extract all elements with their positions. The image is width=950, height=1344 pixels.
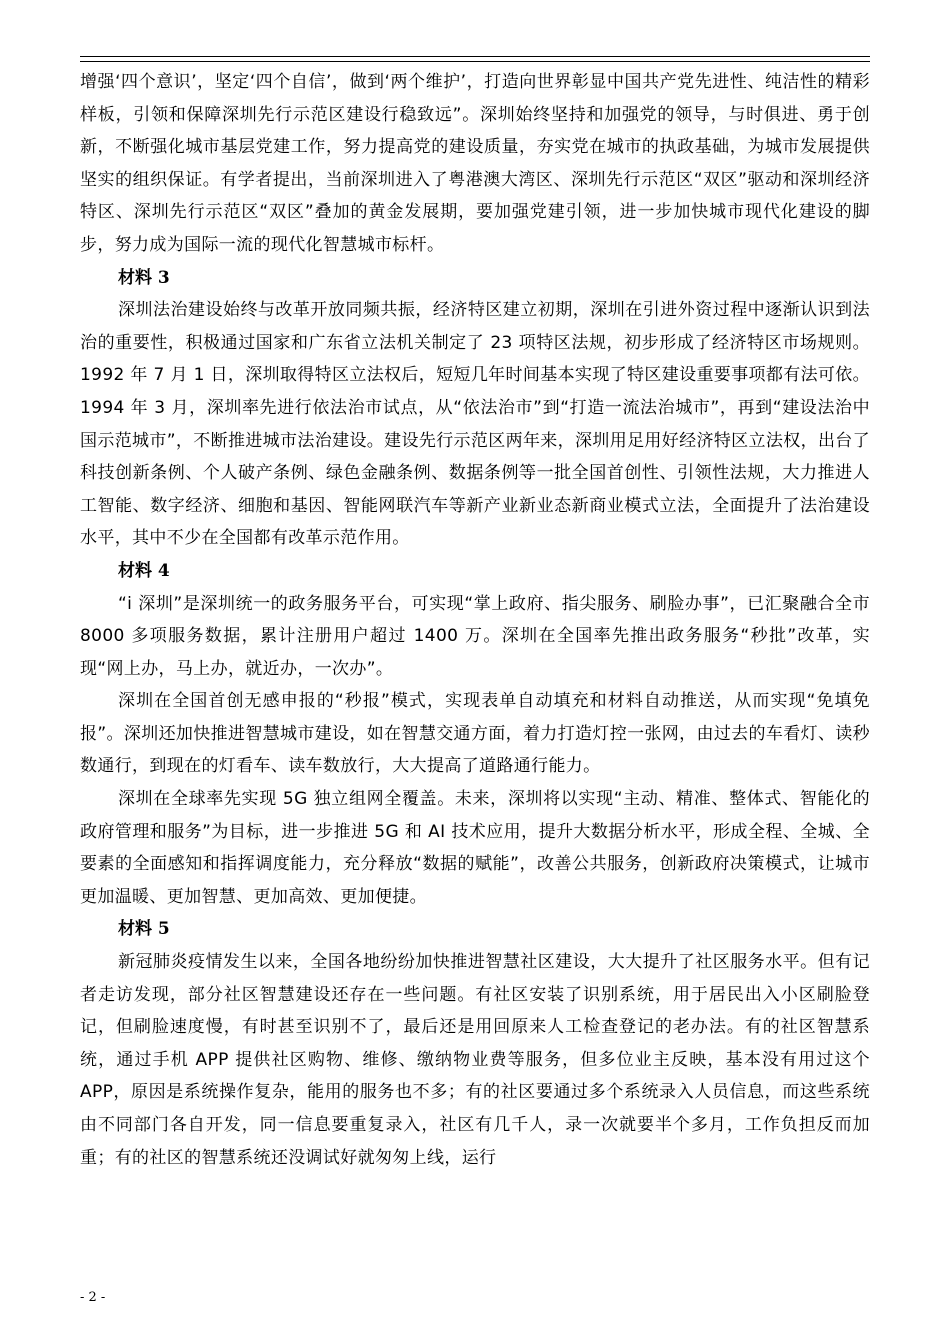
material-4-paragraph-1: “i 深圳”是深圳统一的政务服务平台，可实现“掌上政府、指尖服务、刷脸办事”，已汇聚融合全市 8000 多项服务数据，累计注册用户超过 1400 万。深圳在全国率先推出政务服务“秒批”改革，实现“网上办，马上办，就近办，一次办”。 <box>80 593 870 679</box>
material-3-paragraph: 深圳法治建设始终与改革开放同频共振，经济特区建立初期，深圳在引进外资过程中逐渐认识到法治的重要性，积极通过国家和广东省立法机关制定了 23 项特区法规，初步形成了经济特区市场规则。1992 年 7 月 1 日，深圳取得特区立法权后，短短几年时间基本实现了特区建设重要事项都有法可依。1994 年 3 月，深圳率先进行依法治市试点，从“依法治市”到“打造一流法治城市”，再到“建设法治中国示范城市”，不断推进城市法治建设。建设先行示范区两年来，深圳用足用好经济特区立法权，出台了科技创新条例、个人破产条例、绿色金融条例、数据条例等一批全国首创性、引领性法规，大力推进人工智能、数字经济、细胞和基因、智能网联汽车等新产业新业态新商业模式立法，全面提升了法治建设水平，其中不少在全国都有改革示范作用。 <box>80 300 870 549</box>
document-body <box>80 66 870 1174</box>
material-4-paragraph-2: 深圳在全国首创无感申报的“秒报”模式，实现表单自动填充和材料自动推送，从而实现“免填免报”。深圳还加快推进智慧城市建设，如在智慧交通方面，着力打造灯控一张网，由过去的车看灯、读秒数通行，到现在的灯看车、读车数放行，大大提高了道路通行能力。 <box>80 691 870 777</box>
intro-paragraph: 增强‘四个意识’，坚定‘四个自信’，做到‘两个维护’，打造向世界彰显中国共产党先进性、纯洁性的精彩样板，引领和保障深圳先行示范区建设行稳致远”。深圳始终坚持和加强党的领导，与时俱进、勇于创新，不断强化城市基层党建工作，努力提高党的建设质量，夯实党在城市的执政基础，为城市发展提供坚实的组织保证。有学者提出，当前深圳进入了粤港澳大湾区、深圳先行示范区“双区”驱动和深圳经济特区、深圳先行示范区“双区”叠加的黄金发展期，要加强党建引领，进一步加快城市现代化建设的脚步，努力成为国际一流的现代化智慧城市标杆。 <box>80 72 870 255</box>
page-number: - 2 - <box>80 1290 106 1305</box>
material-5-heading: 材料 5 <box>118 919 170 940</box>
material-4-heading: 材料 4 <box>118 560 170 581</box>
material-4-paragraph-3: 深圳在全球率先实现 5G 独立组网全覆盖。未来，深圳将以实现“主动、精准、整体式、智能化的政府管理和服务”为目标，进一步推进 5G 和 AI 技术应用，提升大数据分析水平，形成全程、全城、全要素的全面感知和指挥调度能力，充分释放“数据的赋能”，改善公共服务，创新政府决策模式，让城市更加温暖、更加智慧、更加高效、更加便捷。 <box>80 789 870 907</box>
material-5-paragraph: 新冠肺炎疫情发生以来，全国各地纷纷加快推进智慧社区建设，大大提升了社区服务水平。但有记者走访发现，部分社区智慧建设还存在一些问题。有社区安装了识别系统，用于居民出入小区刷脸登记，但刷脸速度慢，有时甚至识别不了，最后还是用回原来人工检查登记的老办法。有的社区智慧系统，通过手机 APP 提供社区购物、维修、缴纳物业费等服务，但多位业主反映，基本没有用过这个 APP，原因是系统操作复杂，能用的服务也不多；有的社区要通过多个系统录入人员信息，而这些系统由不同部门各自开发，同一信息要重复录入，社区有几千人，录一次就要半个多月，工作负担反而加重；有的社区的智慧系统还没调试好就匆匆上线，运行 <box>80 952 870 1168</box>
header-rule-thick <box>80 56 870 57</box>
header-rule-thin <box>80 61 870 62</box>
material-3-heading: 材料 3 <box>118 267 170 288</box>
